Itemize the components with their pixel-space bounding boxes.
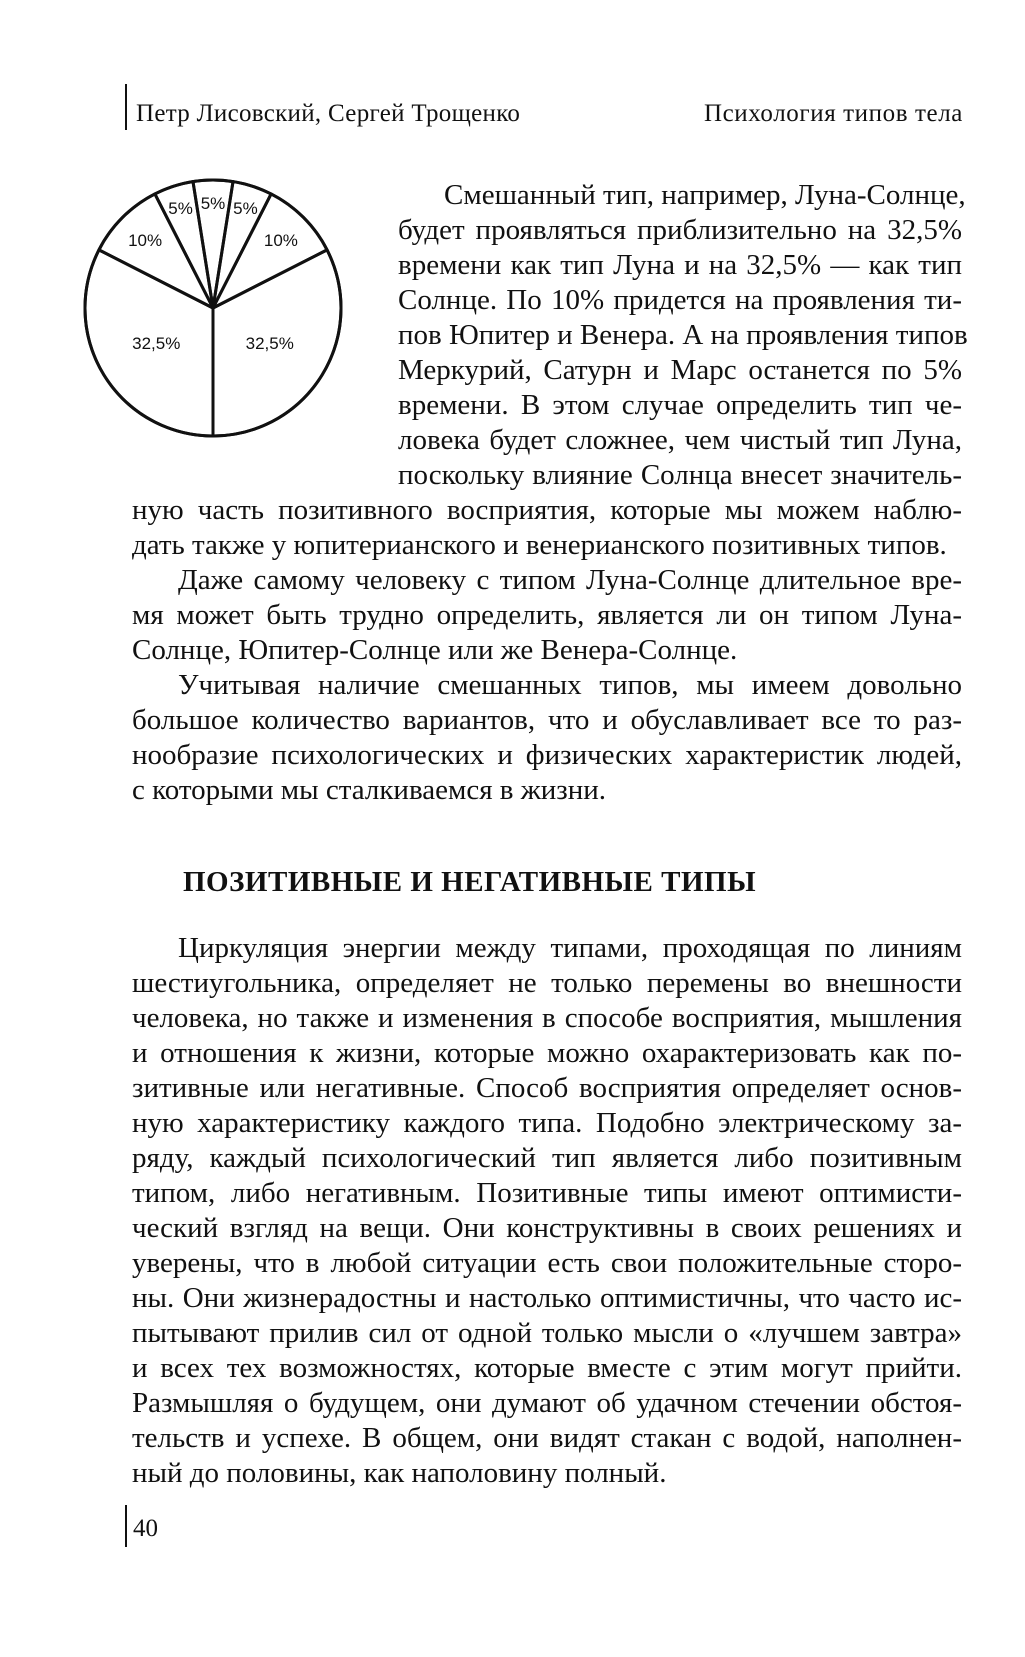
running-header-title: Психология типов тела	[703, 100, 963, 127]
pie-slice	[213, 194, 327, 308]
paragraph-2	[132, 563, 962, 668]
text-line: дать также у юпитерианского и венерианского позитивных типов.	[132, 529, 947, 561]
text-line: шестиугольника, определяет не только перемены во внешности	[132, 967, 962, 999]
text-line: времени как тип Луна и на 32,5% — как тип	[398, 249, 962, 281]
text-line: тельств и успехе. В общем, они видят стакан с водой, наполнен-	[132, 1422, 962, 1454]
text-line: и всех тех возможностях, которые вместе с этим могут прийти.	[132, 1352, 962, 1384]
text-line: зитивные или негативные. Способ восприятия определяет основ-	[132, 1072, 962, 1104]
pie-label: 32,5%	[245, 333, 294, 353]
text-line: Размышляя о будущем, они думают об удачном стечении обстоя-	[132, 1387, 962, 1419]
pie-chart	[82, 177, 362, 467]
pie-slices	[85, 180, 341, 436]
pie-slice	[99, 194, 213, 308]
text-line: нообразие психологических и физических характеристик людей,	[132, 739, 962, 771]
running-header-authors: Петр Лисовский, Сергей Трощенко	[136, 100, 521, 127]
text-line: Солнце, Юпитер-Солнце или же Венера-Солнце.	[132, 634, 738, 666]
text-line: пытывают прилив сил от одной только мысли о «лучшем завтра»	[132, 1317, 962, 1349]
pie-label: 10%	[263, 231, 298, 251]
text-line: ческий взгляд на вещи. Они конструктивны в своих решениях и	[132, 1212, 962, 1244]
text-line: большое количество вариантов, что и обуславливает все то раз-	[132, 704, 962, 736]
text-line: Меркурий, Сатурн и Марс останется по 5%	[398, 354, 962, 386]
pie-label: 32,5%	[132, 333, 181, 353]
page-number: 40	[133, 1515, 158, 1542]
section-heading: ПОЗИТИВНЫЕ И НЕГАТИВНЫЕ ТИПЫ	[183, 866, 757, 898]
text-line: Солнце. По 10% придется на проявления ти-	[398, 284, 962, 316]
text-line: Циркуляция энергии между типами, проходящая по линиям	[178, 932, 962, 964]
pie-label: 10%	[128, 231, 163, 251]
text-line: ную часть позитивного восприятия, которые мы можем наблю-	[132, 494, 962, 526]
footer-rule	[125, 1505, 127, 1547]
text-line: Учитывая наличие смешанных типов, мы имеем довольно	[178, 669, 962, 701]
text-line: поскольку влияние Солнца внесет значитель-	[398, 459, 962, 491]
text-line: Даже самому человеку с типом Луна-Солнце длительное вре-	[178, 564, 962, 596]
text-line: ряду, каждый психологический тип является либо позитивным	[132, 1142, 962, 1174]
text-line: типом, либо негативным. Позитивные типы имеют оптимисти-	[132, 1177, 962, 1209]
text-line: ны. Они жизнерадостны и настолько оптимистичны, что часто ис-	[132, 1282, 962, 1314]
text-line: пов Юпитер и Венера. А на проявления типов	[398, 319, 968, 351]
text-line: человека, но также и изменения в способе восприятия, мышления	[132, 1002, 962, 1034]
pie-label: 5%	[233, 199, 258, 219]
header-rule	[125, 84, 127, 130]
text-line: с которыми мы сталкиваемся в жизни.	[132, 774, 607, 806]
paragraph-1-wrapped	[398, 178, 968, 493]
paragraph-1-full	[132, 493, 962, 563]
text-line: мя может быть трудно определить, является ли он типом Луна-	[132, 599, 962, 631]
text-line: ный до половины, как наполовину полный.	[132, 1457, 667, 1489]
text-line: времени. В этом случае определить тип че-	[398, 389, 962, 421]
paragraph-3	[132, 668, 962, 808]
text-line: Смешанный тип, например, Луна-Солнце,	[444, 179, 966, 211]
text-line: ную характеристику каждого типа. Подобно электрическому за-	[132, 1107, 962, 1139]
paragraph-4	[132, 931, 962, 1491]
text-line: ловека будет сложнее, чем чистый тип Луна,	[398, 424, 962, 456]
text-line: уверены, что в любой ситуации есть свои положительные сторо-	[132, 1247, 962, 1279]
text-line: будет проявляться приблизительно на 32,5%	[398, 214, 962, 246]
pie-label: 5%	[168, 199, 193, 219]
text-line: и отношения к жизни, которые можно охарактеризовать как по-	[132, 1037, 962, 1069]
pie-label: 5%	[200, 194, 226, 214]
